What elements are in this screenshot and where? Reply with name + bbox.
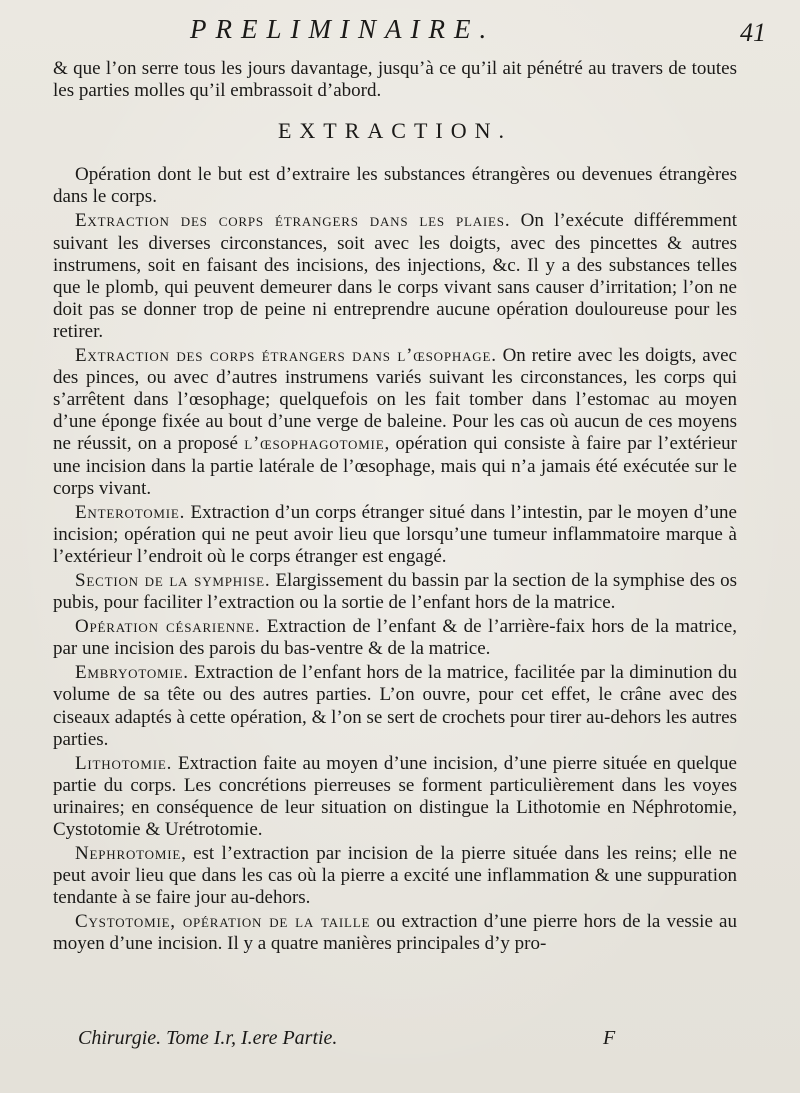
entry-operation-cesarienne xyxy=(53,616,737,660)
entry-enterotomie xyxy=(53,502,737,568)
footer-volume-info: Chirurgie. Tome I.r, I.ere Partie. xyxy=(78,1027,338,1049)
entry-cystotomie xyxy=(53,911,737,955)
page-number: 41 xyxy=(740,18,766,47)
entry-section-symphise xyxy=(53,570,737,614)
entry-nephrotomie xyxy=(53,843,737,909)
entry-term: Extraction des corps étrangers dans l’œsophage. xyxy=(75,345,497,367)
page-body xyxy=(53,58,737,956)
entry-text: On retire avec les doigts, avec des pinces, ou avec d’autres instrumens variés suivant les circonstances, les corps qui s’arrêtent dans l’œsophage; quelquefois on les fait tomber dans l’estomac au moyen d’une éponge fixée au bout d’une verge de baleine. Pour les cas où aucun de ces moyens ne réussit, on a proposé xyxy=(53,345,737,455)
inline-term: l’œsophagotomie xyxy=(244,433,385,455)
entry-text: Elargissement du bassin par la section de la symphise des os pubis, pour faciliter l’extraction ou la sortie de l’enfant hors de la matrice. xyxy=(53,569,737,614)
entry-extraction-oesophage xyxy=(53,345,737,500)
entry-term: Extraction des corps étrangers dans les plaies. xyxy=(75,210,511,232)
entry-term: Nephrotomie xyxy=(75,843,182,865)
entry-text: , est l’extraction par incision de la pierre située dans les reins; elle ne peut avoir lieu que dans les cas où la pierre a excité une inflammation & une suppuration tendante à se faire jour au-dehors. xyxy=(53,843,737,909)
running-head xyxy=(0,14,800,48)
entry-term: Lithotomie. xyxy=(75,752,173,774)
entry-text: On l’exécute différemment suivant les diverses circonstances, soit avec les doigts, avec des pincettes & autres instrumens, soit en faisant des incisions, des injections, &c. Il y a des substances telles que le plomb, qui peuvent demeurer dans le corps vivant sans causer d’irritation; l’on ne doit pas se donner trop de peine ni entreprendre aucune opération douloureuse pour les retirer. xyxy=(53,210,737,342)
entry-term: Section de la symphise. xyxy=(75,569,271,591)
entry-text: , opération qui consiste à faire par l’extérieur une incision dans la partie latérale de l’œsophage, mais qui n’a jamais été exécutée sur le corps vivant. xyxy=(53,433,737,499)
entry-text: Extraction d’un corps étranger situé dans l’intestin, par le moyen d’une incision; opération qui ne peut avoir lieu que lorsqu’une tumeur inflammatoire marque à l’extérieur l’endroit où le corps étranger est engagé. xyxy=(53,501,737,567)
section-heading: EXTRACTION. xyxy=(277,118,513,144)
entry-embryotomie xyxy=(53,662,737,750)
entry-text: Extraction de l’enfant & de l’arrière-faix hors de la matrice, par une incision des parois du bas-ventre & de la matrice. xyxy=(53,616,737,660)
entry-term: Enterotomie. xyxy=(75,501,186,523)
entry-term: Opération césarienne. xyxy=(75,616,261,638)
page-footer xyxy=(78,1027,738,1053)
entry-text: ou extraction d’une pierre hors de la vessie au moyen d’une incision. Il y a quatre manières principales d’y pro- xyxy=(53,911,737,955)
continuation-paragraph: & que l’on serre tous les jours davantage, jusqu’à ce qu’il ait pénétré au travers de toutes les parties molles qu’il embrassoit d’abord. xyxy=(53,58,737,102)
entry-term: Cystotomie, opération de la taille xyxy=(75,911,371,933)
entry-text: Extraction de l’enfant hors de la matrice, facilitée par la diminution du volume de sa tête ou des autres parties. L’on ouvre, pour cet effet, le crâne avec des ciseaux adaptés à cette opération, & l’on se sert de crochets pour tirer au-dehors les autres parties. xyxy=(53,662,737,750)
entry-extraction-plaies xyxy=(53,210,737,343)
running-title: PRELIMINAIRE. xyxy=(190,14,496,44)
intro-paragraph: Opération dont le but est d’extraire les substances étrangères ou devenues étrangères dans le corps. xyxy=(53,164,737,208)
entry-term: Embryotomie. xyxy=(75,662,189,684)
signature-mark: F xyxy=(603,1027,616,1049)
entry-lithotomie xyxy=(53,753,737,841)
entry-text: Extraction faite au moyen d’une incision, d’une pierre située en quelque partie du corps. Les concrétions pierreuses se forment particulièrement dans les voyes urinaires; en conséquence de leur situation on distingue la Lithotomie en Néphrotomie, Cystotomie & Urétrotomie. xyxy=(53,752,737,840)
